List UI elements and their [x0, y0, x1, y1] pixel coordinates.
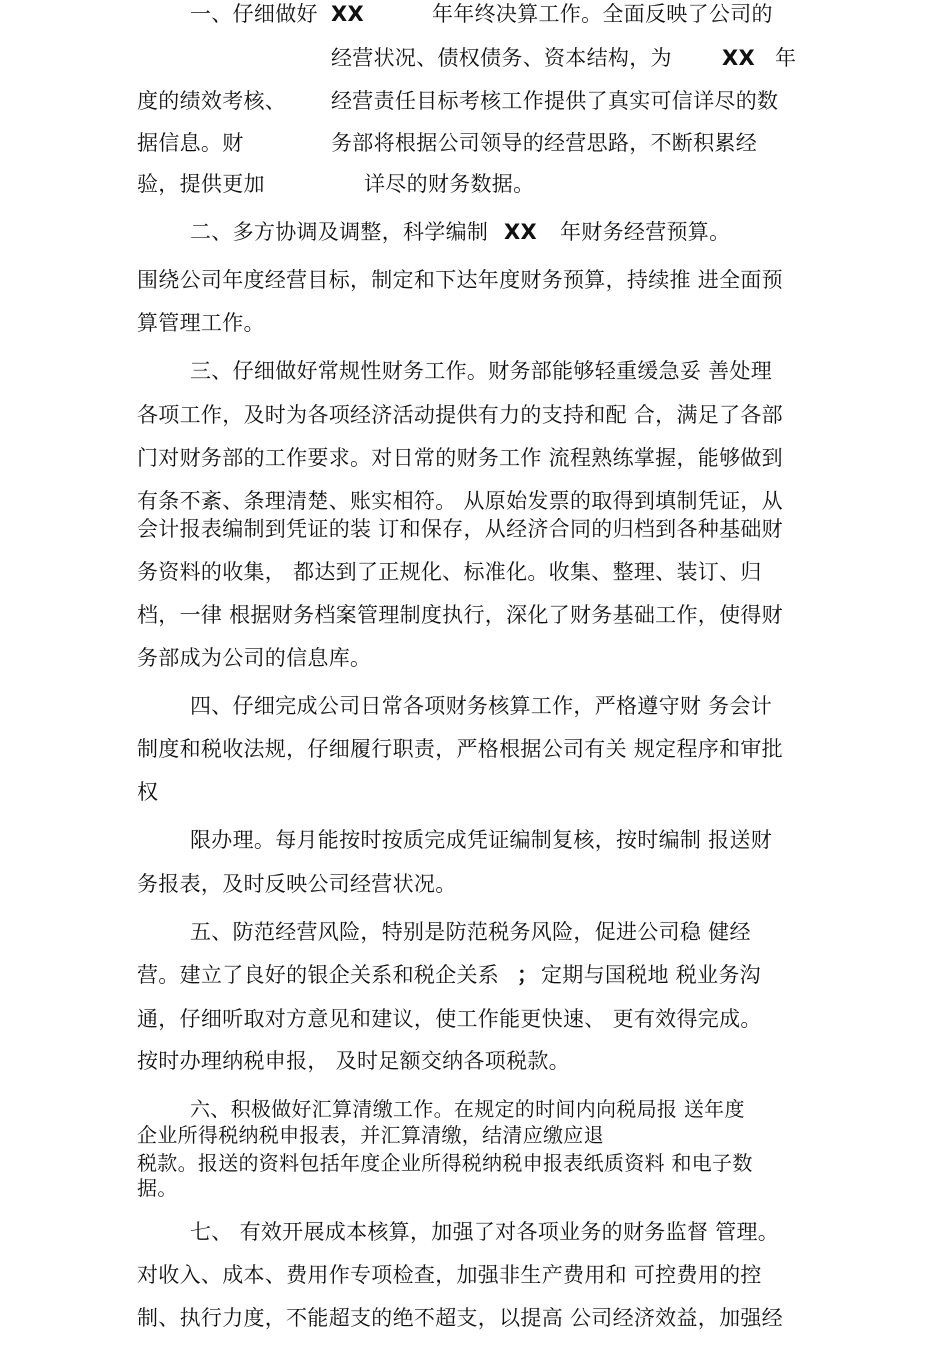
text-line: 门对财务部的工作要求。对日常的财务工作 流程熟练掌握，能够做到 [137, 446, 783, 470]
text-line: 务报表，及时反映公司经营状况。 [137, 872, 457, 896]
text-line: XX [722, 46, 755, 70]
text-line: 七、 有效开展成本核算，加强了对各项业务的财务监督 管理。 [190, 1220, 780, 1244]
text-line: 年年终决算工作。全面反映了公司的 [432, 2, 773, 26]
text-line: 通，仔细听取对方意见和建议，使工作能更快速、 更有效得完成。 [137, 1007, 762, 1031]
text-line: 营。建立了良好的银企关系和税企关系 [137, 963, 500, 987]
text-line: 权 [137, 780, 159, 804]
text-line: 五、防范经营风险，特别是防范税务风险，促进公司稳 健经 [190, 920, 751, 944]
text-line: 围绕公司年度经营目标，制定和下达年度财务预算，持续推 进全面预 [137, 268, 783, 292]
text-line: 有条不紊、条理清楚、账实相符。 从原始发票的取得到填制凭证，从 [137, 489, 783, 513]
text-line: 据信息。财 [137, 131, 244, 155]
text-line: 验，提供更加 [137, 172, 265, 196]
text-line: 二、多方协调及调整，科学编制 [190, 220, 489, 244]
text-line: 六、积极做好汇算清缴工作。在规定的时间内向税局报 送年度 [190, 1097, 745, 1121]
text-line: 四、仔细完成公司日常各项财务核算工作，严格遵守财 务会计 [190, 694, 773, 718]
text-line: XX [331, 2, 364, 26]
text-line: 年财务经营预算。 [560, 220, 731, 244]
text-line: 制度和税收法规，仔细履行职责，严格根据公司有关 规定程序和审批 [137, 737, 783, 761]
text-line: 详尽的财务数据。 [364, 172, 535, 196]
text-line: ； [517, 963, 539, 987]
text-line: 经营责任目标考核工作提供了真实可信详尽的数 [331, 89, 779, 113]
text-line: XX [504, 220, 537, 244]
text-line: 一、仔细做好 [190, 2, 318, 26]
text-line: 务资料的收集， 都达到了正规化、标准化。收集、整理、装订、归 [137, 560, 762, 584]
text-line: 定期与国税地 税业务沟 [541, 963, 761, 987]
text-line: 企业所得税纳税申报表，并汇算清缴，结清应缴应退 [137, 1123, 604, 1147]
text-line: 度的绩效考核、 [137, 89, 287, 113]
text-line: 会计报表编制到凭证的装 订和保存，从经济合同的归档到各种基础财 [137, 517, 783, 541]
text-line: 对收入、成本、费用作专项检查，加强非生产费用和 可控费用的控 [137, 1263, 762, 1287]
text-line: 按时办理纳税申报， 及时足额交纳各项税款。 [137, 1049, 570, 1073]
text-line: 税款。报送的资料包括年度企业所得税纳税申报表纸质资料 和电子数 [137, 1151, 753, 1175]
text-line: 年 [775, 46, 797, 70]
text-line: 务部成为公司的信息库。 [137, 646, 372, 670]
text-line: 务部将根据公司领导的经营思路，不断积累经 [331, 131, 757, 155]
text-line: 各项工作，及时为各项经济活动提供有力的支持和配 合，满足了各部 [137, 403, 783, 427]
text-line: 限办理。每月能按时按质完成凭证编制复核，按时编制 报送财 [190, 828, 773, 852]
text-line: 算管理工作。 [137, 311, 265, 335]
text-line: 据。 [137, 1176, 178, 1200]
text-line: 制、执行力度，不能超支的绝不超支，以提高 公司经济效益，加强经 [137, 1306, 783, 1330]
text-line: 三、仔细做好常规性财务工作。财务部能够轻重缓急妥 善处理 [190, 359, 773, 383]
text-line: 经营状况、债权债务、资本结构，为 [331, 46, 672, 70]
text-line: 档，一律 根据财务档案管理制度执行，深化了财务基础工作，使得财 [137, 603, 783, 627]
